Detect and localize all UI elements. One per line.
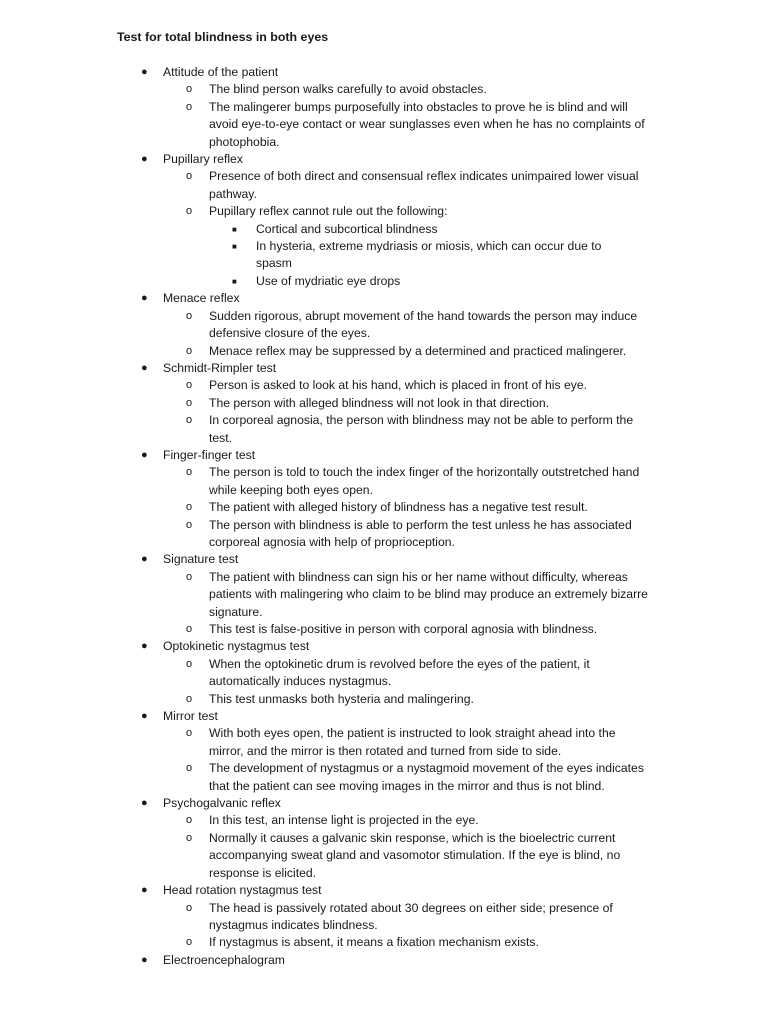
list-item — [0, 952, 768, 969]
document-title: Test for total blindness in both eyes — [117, 30, 329, 44]
sub-item-text: When the optokinetic drum is revolved before the eyes of the patient, it automatically induces nystagmus. — [209, 656, 590, 689]
sub-item — [0, 621, 768, 638]
bullet-icon: ● — [141, 797, 148, 810]
list-item-row — [0, 551, 653, 568]
sub-item-row — [0, 812, 651, 829]
list-item-label: Mirror test — [163, 709, 218, 724]
sub-item-text: Presence of both direct and consensual reflex indicates unimpaired lower visual pathway. — [209, 169, 639, 201]
sub-item — [0, 81, 768, 98]
sub-sub-item-text: Cortical and subcortical blindness — [256, 221, 438, 236]
sub-item — [0, 656, 768, 691]
list-item — [0, 360, 768, 447]
circle-bullet-icon: o — [186, 518, 193, 531]
list-item-label: Attitude of the patient — [163, 65, 279, 79]
list-item-row — [0, 952, 653, 969]
sub-item — [0, 412, 768, 447]
sub-item-row — [0, 621, 651, 638]
circle-bullet-icon: o — [186, 396, 193, 409]
circle-bullet-icon: o — [186, 379, 193, 392]
sub-item-row — [0, 203, 651, 220]
circle-bullet-icon: o — [186, 831, 193, 844]
sub-item — [0, 343, 768, 360]
bullet-icon: ● — [141, 66, 148, 78]
circle-bullet-icon: o — [186, 570, 193, 583]
sub-item — [0, 168, 768, 203]
sub-item — [0, 499, 768, 516]
circle-bullet-icon: o — [186, 762, 193, 775]
list-item-label: Psychogalvanic reflex — [163, 796, 281, 811]
sub-item-text: This test is false-positive in person with corporal agnosia with blindness. — [209, 622, 598, 636]
sub-item-row — [0, 464, 651, 499]
circle-bullet-icon: o — [186, 692, 193, 705]
sub-item-text: The person with alleged blindness will not look in that direction. — [209, 395, 550, 410]
sub-item-row — [0, 900, 651, 935]
list-item — [0, 151, 768, 290]
sub-item-row — [0, 656, 651, 691]
sub-item-row — [0, 308, 651, 343]
list-item-row — [0, 360, 653, 377]
list-item-row — [0, 882, 653, 899]
sub-item-text: The head is passively rotated about 30 degrees on either side; presence of nystagmus indicates blindness. — [209, 900, 613, 932]
list-item — [0, 708, 768, 795]
sub-item-row — [0, 99, 651, 151]
list-item-row — [0, 64, 653, 81]
list-item — [0, 64, 768, 151]
list-item — [0, 447, 768, 551]
sub-item — [0, 308, 768, 343]
circle-bullet-icon: o — [186, 414, 193, 427]
circle-bullet-icon: o — [186, 170, 193, 183]
bullet-icon: ● — [141, 640, 148, 653]
list-item — [0, 551, 768, 638]
sub-item-row — [0, 168, 651, 203]
bullet-icon: ● — [141, 553, 148, 566]
sub-item-row — [0, 830, 651, 882]
list-item-row — [0, 447, 653, 464]
bullet-icon: ● — [141, 448, 148, 461]
list-item — [0, 795, 768, 882]
sub-item-text: The patient with alleged history of blindness has a negative test result. — [209, 500, 588, 515]
square-bullet-icon: ■ — [232, 224, 237, 234]
sub-item — [0, 99, 768, 151]
sub-item-row — [0, 934, 651, 951]
sub-item-text: The blind person walks carefully to avoid obstacles. — [209, 82, 487, 97]
sub-item-row — [0, 412, 651, 447]
sub-item — [0, 725, 768, 760]
sub-item-text: With both eyes open, the patient is instructed to look straight ahead into the mirror, and the mirror is then rotated and turned from side to side. — [209, 726, 616, 758]
circle-bullet-icon: o — [186, 205, 193, 218]
sub-item — [0, 377, 768, 394]
circle-bullet-icon: o — [186, 309, 193, 322]
sub-item-row — [0, 569, 651, 621]
circle-bullet-icon: o — [186, 100, 193, 113]
sub-item-text: The person with blindness is able to perform the test unless he has associated corporeal agnosia with help of proprioception. — [209, 517, 632, 549]
bullet-icon: ● — [141, 884, 148, 897]
sub-item-text: Person is asked to look at his hand, which is placed in front of his eye. — [209, 378, 588, 393]
list-item-label: Optokinetic nystagmus test — [163, 639, 310, 654]
circle-bullet-icon: o — [186, 901, 193, 914]
square-bullet-icon: ■ — [232, 242, 237, 252]
list-item-row — [0, 708, 653, 725]
sub-item — [0, 517, 768, 552]
list-item-label: Menace reflex — [163, 291, 240, 306]
bullet-icon: ● — [141, 292, 148, 305]
sub-item-text: This test unmasks both hysteria and malingering. — [209, 691, 474, 706]
sub-item-text: In corporeal agnosia, the person with blindness may not be able to perform the test. — [209, 413, 634, 445]
list-item-row — [0, 638, 653, 655]
list-item-row — [0, 151, 653, 168]
sub-item-text: Sudden rigorous, abrupt movement of the hand towards the person may induce defensive closure of the eyes. — [209, 308, 638, 341]
sub-sub-item — [0, 221, 620, 238]
sub-item-text: Normally it causes a galvanic skin response, which is the bioelectric current accompanying sweat gland and vasomotor stimulation. If the eye is blind, no response is elicited. — [209, 830, 621, 880]
circle-bullet-icon: o — [186, 657, 193, 670]
sub-item-row — [0, 760, 651, 795]
sub-item — [0, 395, 768, 412]
list-item-label: Pupillary reflex — [163, 152, 243, 167]
circle-bullet-icon: o — [186, 623, 193, 635]
sub-sub-item-text: In hysteria, extreme mydriasis or miosis, which can occur due to spasm — [256, 239, 602, 271]
sub-item — [0, 569, 768, 621]
sub-item-text: The malingerer bumps purposefully into obstacles to prove he is blind and will avoid eye-to-eye contact or wear sunglasses even when he has no complaints of photophobia. — [209, 99, 645, 149]
sub-item-row — [0, 725, 651, 760]
circle-bullet-icon: o — [186, 936, 193, 949]
sub-item-row — [0, 343, 651, 360]
list-item — [0, 882, 768, 952]
list-item — [0, 638, 768, 708]
sub-item — [0, 830, 768, 882]
list-item-label: Electroencephalogram — [163, 952, 285, 967]
sub-sub-item — [0, 238, 620, 273]
sub-item — [0, 760, 768, 795]
sub-item — [0, 812, 768, 829]
list-item-row — [0, 795, 653, 812]
list-item-label: Signature test — [163, 552, 239, 567]
bullet-icon: ● — [141, 953, 148, 966]
sub-item — [0, 900, 768, 935]
sub-item — [0, 464, 768, 499]
bullet-list — [0, 64, 768, 969]
sub-item-text: The patient with blindness can sign his or her name without difficulty, whereas patients with malingering who claim to be blind may produce an extremely bizarre signature. — [209, 569, 648, 619]
sub-item — [0, 203, 768, 290]
sub-item-text: In this test, an intense light is projected in the eye. — [209, 813, 479, 828]
list-item-row — [0, 290, 653, 307]
circle-bullet-icon: o — [186, 501, 193, 514]
list-item-label: Finger-finger test — [163, 447, 256, 462]
circle-bullet-icon: o — [186, 344, 193, 357]
bullet-icon: ● — [141, 710, 148, 723]
bullet-icon: ● — [141, 153, 148, 166]
sub-item-text: Menace reflex may be suppressed by a determined and practiced malingerer. — [209, 343, 627, 358]
sub-item-row — [0, 377, 651, 394]
sub-item-row — [0, 691, 651, 708]
sub-sub-item-text: Use of mydriatic eye drops — [256, 273, 401, 288]
sub-item-row — [0, 395, 651, 412]
list-item-label: Schmidt-Rimpler test — [163, 360, 277, 375]
sub-item-text: The development of nystagmus or a nystagmoid movement of the eyes indicates that the patient can see moving images in the mirror and thus is not blind. — [209, 761, 644, 793]
sub-item — [0, 691, 768, 708]
sub-item-text: The person is told to touch the index finger of the horizontally outstretched hand while keeping both eyes open. — [209, 465, 640, 497]
sub-item-row — [0, 517, 651, 552]
sub-sub-item — [0, 273, 620, 290]
list-item — [0, 290, 768, 360]
circle-bullet-icon: o — [186, 83, 193, 96]
list-item-label: Head rotation nystagmus test — [163, 883, 322, 898]
sub-item-text: If nystagmus is absent, it means a fixation mechanism exists. — [209, 935, 539, 950]
circle-bullet-icon: o — [186, 727, 193, 740]
sub-item — [0, 934, 768, 951]
sub-item-text: Pupillary reflex cannot rule out the following: — [209, 204, 448, 219]
circle-bullet-icon: o — [186, 814, 193, 827]
sub-item-row — [0, 499, 651, 516]
circle-bullet-icon: o — [186, 466, 193, 479]
square-bullet-icon: ■ — [232, 276, 237, 286]
bullet-icon: ● — [141, 361, 148, 374]
sub-item-row — [0, 81, 651, 98]
